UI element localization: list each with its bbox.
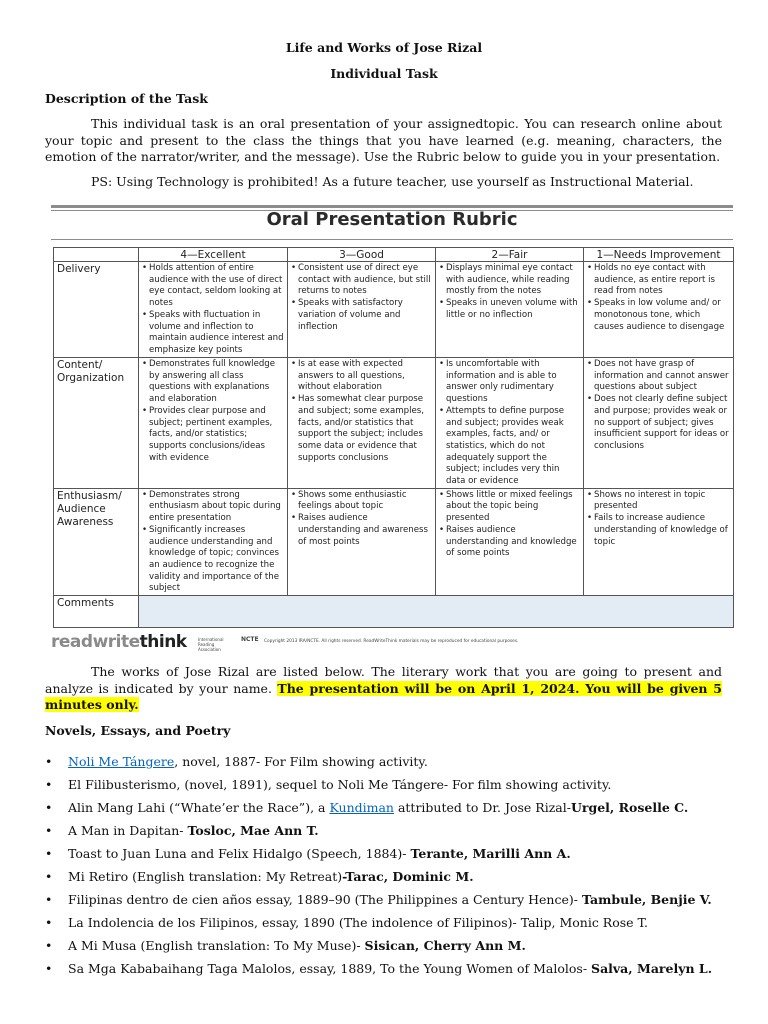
work-text: La Indolencia de los Filipinos, essay, 1890 (The indolence of Filipinos)- Talip, Monic Rose T. [68,915,649,930]
rubric-cell [584,488,734,595]
rubric-criterion: • Is uncomfortable with information and is able to answer only rudimentary questions [439,359,580,406]
rubric-comments-row [54,596,734,628]
presentation-date-highlight: The presentation will be on April 1, 2024. You will be given 5 minutes only. [45,680,722,712]
rubric-criterion: • Raises audience understanding and knowledge of some points [439,525,580,560]
work-text: Mi Retiro (English translation: My Retreat) [68,869,343,884]
bullet: • [45,846,53,861]
rubric-cell [584,262,734,358]
rubric-criterion: • Raises audience understanding and awareness of most points [291,513,432,548]
rubric-col-header: 3—Good [288,248,436,262]
section-heading: Description of the Task [45,91,208,106]
bullet: • [45,869,53,884]
rubric-cell [288,488,436,595]
ncte-logo: NCTE [241,636,259,643]
copyright-text: Copyright 2013 IRA/NCTE. All rights reserved. ReadWriteThink materials may be reproduced for educational purposes. [264,639,519,644]
work-text: Toast to Juan Luna and Felix Hidalgo (Speech, 1884)- [68,846,411,861]
bullet: • [45,754,53,769]
rubric-criterion: • Provides clear purpose and subject; pertinent examples, facts, and/or statistics; supports conclusions/ideas with evidence [142,406,284,465]
rubric-criterion: • Is at ease with expected answers to all questions, without elaboration [291,359,432,394]
bullet: • [45,777,53,792]
student-name: Terante, Marilli Ann A. [410,846,571,861]
rubric-cell [288,358,436,489]
rubric-criterion: • Holds no eye contact with audience, as entire report is read from notes [587,263,730,298]
work-text: Filipinas dentro de cien años essay, 1889–90 (The Philippines a Century Hence)- [68,892,582,907]
rubric-criterion: • Has somewhat clear purpose and subject; some examples, facts, and/or statistics that support the subject; includes some data or evidence that supports conclusions [291,394,432,464]
rubric-cell [139,488,288,595]
rubric-row-label: Enthusiasm/ Audience Awareness [54,488,139,595]
list-item [45,865,745,888]
rubric-cell [436,488,584,595]
rubric-criterion: • Displays minimal eye contact with audience, while reading mostly from the notes [439,263,580,298]
rubric-criterion: • Fails to increase audience understanding of knowledge of topic [587,513,730,548]
rubric-criterion: • Speaks in uneven volume with little or no inflection [439,298,580,321]
works-heading: Novels, Essays, and Poetry [45,723,231,738]
work-text: , novel, 1887- For Film showing activity. [174,754,428,769]
rubric-criterion: • Demonstrates full knowledge by answering all class questions with explanations and elaboration [142,359,284,406]
rubric-criterion: • Shows no interest in topic presented [587,490,730,513]
rubric-criterion: • Holds attention of entire audience with the use of direct eye contact, seldom looking at notes [142,263,284,310]
work-link[interactable]: Kundiman [329,800,394,815]
rubric-image [51,205,733,655]
bullet: • [45,823,53,838]
work-link[interactable]: Noli Me Tángere [68,754,175,769]
bullet: • [45,915,53,930]
rubric-row [54,488,734,595]
rubric-table [53,247,734,628]
bullet: • [45,961,53,976]
rubric-cell [436,262,584,358]
document-title: Life and Works of Jose Rizal [285,40,483,55]
work-text: A Mi Musa (English translation: To My Muse)- [68,938,365,953]
list-item [45,934,745,957]
rubric-row-label: Delivery [54,262,139,358]
student-name: Urgel, Roselle C. [570,800,689,815]
rubric-criterion: • Speaks with satisfactory variation of volume and inflection [291,298,432,333]
rubric-row-label: Comments [54,596,139,628]
bullet: • [45,938,53,953]
rubric-cell [436,358,584,489]
works-list [45,750,745,980]
rubric-col-header: 1—Needs Improvement [584,248,734,262]
student-name: Sisican, Cherry Ann M. [364,938,526,953]
ira-logo: International Reading Association [198,637,224,652]
list-item [45,773,745,796]
rubric-col-header: 2—Fair [436,248,584,262]
student-name: -Tarac, Dominic M. [342,869,474,884]
rubric-row [54,262,734,358]
bullet: • [45,892,53,907]
student-name: Tosloc, Mae Ann T. [187,823,319,838]
rubric-criterion: • Speaks with fluctuation in volume and inflection to maintain audience interest and emphasize key points [142,310,284,357]
list-item [45,888,745,911]
list-item [45,819,745,842]
student-name: Salva, Marelyn L. [591,961,713,976]
rubric-header-row [54,248,734,262]
rubric-criterion: • Shows some enthusiastic feelings about topic [291,490,432,513]
rubric-criterion: • Consistent use of direct eye contact with audience, but still returns to notes [291,263,432,298]
rubric-row [54,358,734,489]
works-intro: The works of Jose Rizal are listed below. The literary work that you are going to present and analyze is indicated by your name. The presentation will be on April 1, 2024. You will be given 5 minutes only. [45,664,722,712]
work-text: Alin Mang Lahi (“Whate’er the Race”), a [68,800,330,815]
rubric-title: Oral Presentation Rubric [266,209,518,230]
rubric-criterion: • Speaks in low volume and/ or monotonous tone, which causes audience to disengage [587,298,730,333]
rubric-cell [584,358,734,489]
bullet: • [45,800,53,815]
rubric-criterion: • Shows little or mixed feelings about the topic being presented [439,490,580,525]
readwritethink-footer [51,632,733,652]
list-item [45,750,745,773]
rubric-criterion: • Significantly increases audience understanding and knowledge of topic; convinces an audience to recognize the validity and importance of the subject [142,525,284,595]
work-text: attributed to Dr. Jose Rizal- [393,800,571,815]
rubric-cell [139,262,288,358]
list-item [45,911,745,934]
rubric-col-header: 4—Excellent [139,248,288,262]
rubric-criterion: • Does not clearly define subject and purpose; provides weak or no support of subject; gives insufficient support for ideas or conclusions [587,394,730,453]
list-item [45,957,745,980]
work-text: El Filibusterismo, (novel, 1891), sequel to Noli Me Tángere- For film showing activity. [68,777,612,792]
rubric-criterion: • Does not have grasp of information and cannot answer questions about subject [587,359,730,394]
list-item [45,796,745,819]
rubric-cell [139,358,288,489]
rubric-criterion: • Demonstrates strong enthusiasm about topic during entire presentation [142,490,284,525]
work-text: A Man in Dapitan- [68,823,188,838]
work-text: Sa Mga Kababaihang Taga Malolos, essay, 1889, To the Young Women of Malolos- [68,961,592,976]
rubric-col-header [54,248,139,262]
comments-cell [139,596,734,628]
readwritethink-logo: readwritethink [51,632,187,652]
ps-note: PS: Using Technology is prohibited! As a future teacher, use yourself as Instructional Material. [91,174,694,189]
rubric-row-label: Content/ Organization [54,358,139,489]
rubric-cell [288,262,436,358]
rubric-criterion: • Attempts to define purpose and subject; provides weak examples, facts, and/ or statistics, which do not adequately support the subject; includes very thin data or evidence [439,406,580,488]
task-description: This individual task is an oral presentation of your assignedtopic. You can research online about your topic and present to the class the things that you have learned (e.g. meaning, characters, the emotion of the narrator/writer, and the message). Use the Rubric below to guide you in your presentation. [45,116,722,164]
student-name: Tambule, Benjie V. [581,892,712,907]
document-subtitle: Individual Task [330,66,438,81]
list-item [45,842,745,865]
